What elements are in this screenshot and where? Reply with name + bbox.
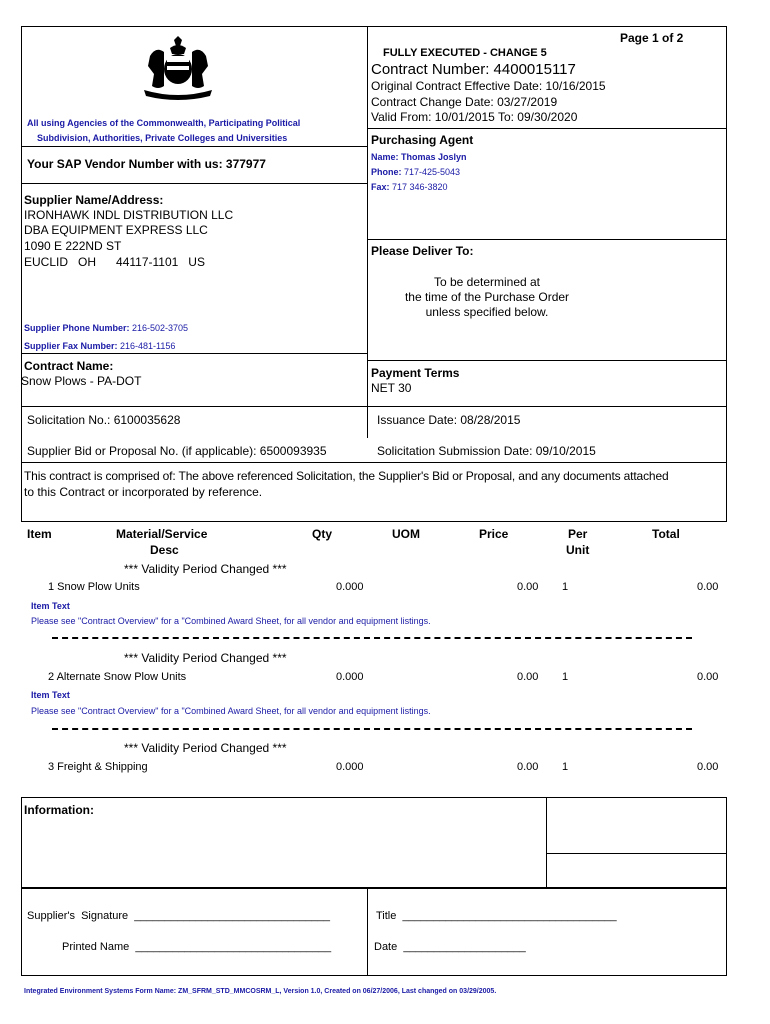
item-1-text: Please see "Contract Overview" for a "Combined Award Sheet, for all vendor and equipment listings. bbox=[31, 616, 431, 626]
item-3-per: 1 bbox=[562, 761, 569, 773]
solicitation-number: Solicitation No.: 6100035628 bbox=[27, 413, 181, 427]
information-box bbox=[21, 797, 727, 888]
purchasing-agent-title: Purchasing Agent bbox=[371, 133, 474, 147]
item-2-text-label: Item Text bbox=[31, 690, 70, 700]
item-2-qty: 0.000 bbox=[336, 671, 364, 683]
item-separator bbox=[52, 637, 692, 639]
supplier-signature-line: Supplier's Signature ________________________________ bbox=[27, 910, 331, 922]
deliver-to-title: Please Deliver To: bbox=[371, 244, 474, 258]
information-label: Information: bbox=[24, 803, 94, 817]
agent-fax: Fax: 717 346-3820 bbox=[371, 182, 448, 192]
date-line: Date ____________________ bbox=[374, 941, 526, 953]
item-1-price: 0.00 bbox=[517, 581, 539, 593]
fully-executed-status: FULLY EXECUTED - CHANGE 5 bbox=[383, 47, 547, 59]
form-footer: Integrated Environment Systems Form Name: ZM_SFRM_STD_MMCOSRM_L, Version 1.0, Created on 06/27/2006, Last changed on 03/29/2005. bbox=[24, 988, 497, 995]
item-3-total: 0.00 bbox=[697, 761, 719, 773]
contract-name-value: Snow Plows - PA-DOT bbox=[21, 374, 142, 388]
supplier-phone: Supplier Phone Number: 216-502-3705 bbox=[24, 323, 189, 333]
agencies-line-2: Subdivision, Authorities, Private Colleges and Universities bbox=[37, 133, 288, 143]
payment-terms-value: NET 30 bbox=[371, 381, 412, 395]
original-effective-date: Original Contract Effective Date: 10/16/2015 bbox=[371, 79, 606, 93]
item-1-name: 1 Snow Plow Units bbox=[48, 581, 140, 593]
col-item: Item bbox=[27, 527, 52, 541]
item-1-per: 1 bbox=[562, 581, 569, 593]
col-price: Price bbox=[479, 527, 509, 541]
item-2-text: Please see "Contract Overview" for a "Combined Award Sheet, for all vendor and equipment listings. bbox=[31, 706, 431, 716]
item-1-total: 0.00 bbox=[697, 581, 719, 593]
bid-proposal-number: Supplier Bid or Proposal No. (if applicable): 6500093935 bbox=[27, 444, 327, 458]
comprised-line-1: This contract is comprised of: The above referenced Solicitation, the Supplier's Bid or Proposal, and any documents attached bbox=[24, 469, 669, 483]
validity-changed-2: *** Validity Period Changed *** bbox=[124, 651, 287, 665]
deliver-line-3: unless specified below. bbox=[425, 305, 549, 319]
issuance-date: Issuance Date: 08/28/2015 bbox=[377, 413, 521, 427]
item-3-name: 3 Freight & Shipping bbox=[48, 761, 148, 773]
supplier-line-1: IRONHAWK INDL DISTRIBUTION LLC bbox=[24, 208, 234, 222]
item-2-per: 1 bbox=[562, 671, 569, 683]
item-separator bbox=[52, 728, 692, 730]
deliver-line-2: the time of the Purchase Order bbox=[404, 290, 570, 304]
col-uom: UOM bbox=[392, 527, 420, 541]
col-per-2: Unit bbox=[566, 543, 590, 557]
sap-vendor-number: Your SAP Vendor Number with us: 377977 bbox=[27, 157, 266, 171]
validity-changed-1: *** Validity Period Changed *** bbox=[124, 562, 287, 576]
col-material-1: Material/Service bbox=[116, 527, 208, 541]
supplier-line-2: DBA EQUIPMENT EXPRESS LLC bbox=[24, 223, 208, 237]
supplier-line-3: 1090 E 222ND ST bbox=[24, 239, 122, 253]
submission-date: Solicitation Submission Date: 09/10/2015 bbox=[377, 444, 596, 458]
payment-terms-title: Payment Terms bbox=[371, 366, 460, 380]
supplier-title: Supplier Name/Address: bbox=[24, 193, 164, 207]
item-2-price: 0.00 bbox=[517, 671, 539, 683]
validity-changed-3: *** Validity Period Changed *** bbox=[124, 741, 287, 755]
item-2-name: 2 Alternate Snow Plow Units bbox=[48, 671, 187, 683]
comprised-line-2: to this Contract or incorporated by reference. bbox=[24, 485, 263, 499]
item-3-qty: 0.000 bbox=[336, 761, 364, 773]
contract-name-title: Contract Name: bbox=[24, 359, 114, 373]
item-1-text-label: Item Text bbox=[31, 601, 70, 611]
signature-box bbox=[21, 888, 727, 976]
item-3-price: 0.00 bbox=[517, 761, 539, 773]
page-label: Page 1 of 2 bbox=[620, 31, 684, 45]
col-per-1: Per bbox=[568, 527, 588, 541]
valid-period: Valid From: 10/01/2015 To: 09/30/2020 bbox=[371, 110, 578, 124]
supplier-fax: Supplier Fax Number: 216-481-1156 bbox=[24, 341, 176, 351]
agent-phone: Phone: 717-425-5043 bbox=[371, 167, 461, 177]
commonwealth-seal-logo bbox=[140, 36, 216, 100]
contract-change-date: Contract Change Date: 03/27/2019 bbox=[371, 95, 558, 109]
col-total: Total bbox=[652, 527, 680, 541]
item-1-qty: 0.000 bbox=[336, 581, 364, 593]
agencies-line-1: All using Agencies of the Commonwealth, Participating Political bbox=[27, 118, 301, 128]
item-2-total: 0.00 bbox=[697, 671, 719, 683]
title-line: Title ___________________________________ bbox=[376, 910, 617, 922]
printed-name-line: Printed Name ________________________________ bbox=[62, 941, 332, 953]
col-material-2: Desc bbox=[150, 543, 179, 557]
contract-number: Contract Number: 4400015117 bbox=[371, 61, 576, 78]
supplier-line-4: EUCLID OH 44117-1101 US bbox=[24, 255, 205, 269]
col-qty: Qty bbox=[312, 527, 333, 541]
agent-name: Name: Thomas Joslyn bbox=[371, 152, 467, 162]
deliver-line-1: To be determined at bbox=[433, 275, 541, 289]
